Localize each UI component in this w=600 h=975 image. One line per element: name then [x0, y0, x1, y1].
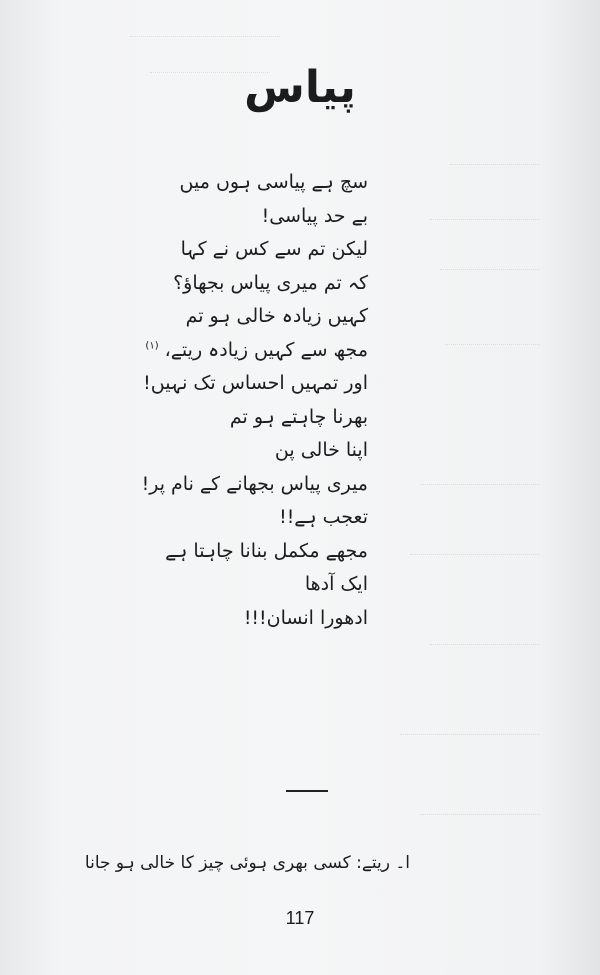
show-through-line	[130, 22, 280, 37]
footnote-marker: (۱)	[145, 340, 159, 352]
poem-body	[88, 166, 368, 635]
poem-line-with-footnote	[88, 334, 368, 368]
show-through-line	[440, 255, 540, 270]
poem-line: میری پیاس بجھانے کے نام پر!	[141, 472, 368, 495]
poem-line: بے حد پیاسی!	[261, 204, 368, 227]
poem-line: ایک آدھا	[304, 573, 368, 595]
poem-line: اپنا خالی پن	[274, 439, 368, 461]
show-through-line	[410, 540, 540, 555]
show-through-line	[450, 150, 540, 165]
page-number: 117	[285, 908, 315, 928]
poem-title: پیاس	[244, 62, 356, 113]
poem-line-text: مجھ سے کہیں زیادہ ریتے،	[164, 338, 368, 361]
poem-line: ادھورا انسان!!!	[243, 606, 368, 629]
poem-line: اور تمہیں احساس تک نہیں!	[143, 372, 368, 394]
show-through-line	[430, 630, 540, 645]
show-through-line	[400, 720, 540, 735]
poem-line: کہ تم میری پیاس بجھاؤ؟	[173, 271, 368, 294]
poem-line: کہیں زیادہ خالی ہو تم	[185, 305, 368, 327]
poem-line: سچ ہے پیاسی ہوں میں	[179, 171, 368, 193]
show-through-line	[420, 470, 540, 485]
footnote-separator	[286, 790, 328, 792]
poem-line: مجھے مکمل بنانا چاہتا ہے	[165, 539, 368, 562]
poem-line: لیکن تم سے کس نے کہا	[180, 238, 368, 260]
poem-line: بھرنا چاہتے ہو تم	[229, 405, 368, 428]
poem-line: تعجب ہے!!	[279, 506, 368, 528]
footnote: ا۔ ریتے: کسی بھری ہوئی چیز کا خالی ہو جانا	[84, 853, 410, 873]
show-through-line	[430, 205, 540, 220]
show-through-line	[445, 330, 540, 345]
show-through-line	[420, 800, 540, 815]
